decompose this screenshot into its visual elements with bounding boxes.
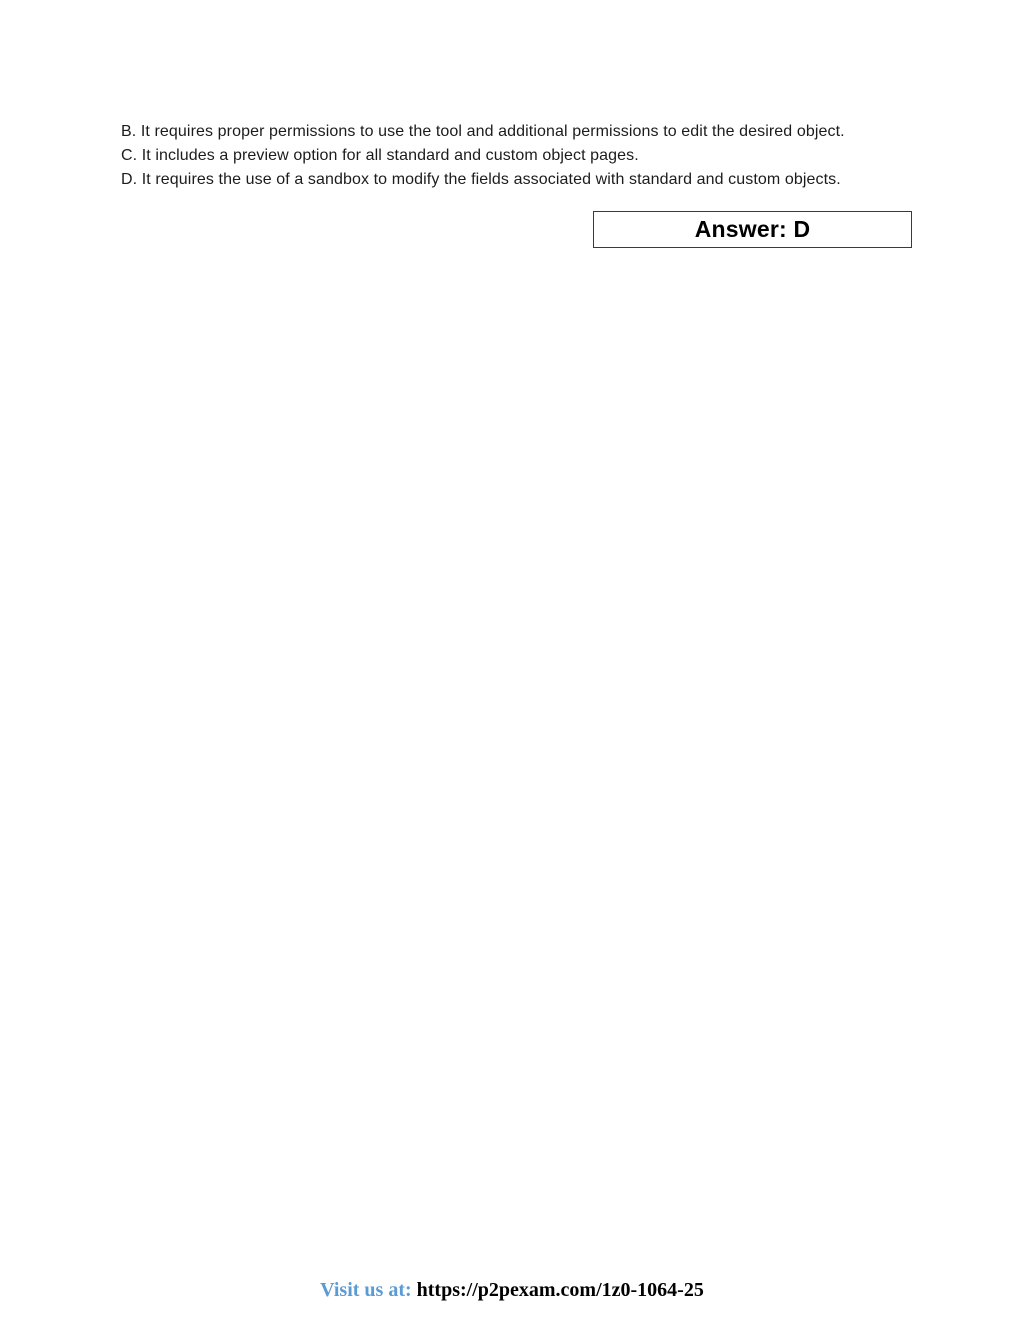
footer-visit-prefix: Visit us at: <box>320 1279 412 1301</box>
footer <box>0 1279 1024 1302</box>
option-c-text: C. It includes a preview option for all standard and custom object pages. <box>121 147 639 164</box>
option-b-text: B. It requires proper permissions to use the tool and additional permissions to edit the desired object. <box>121 123 845 140</box>
footer-url-link[interactable]: https://p2pexam.com/1z0-1064-25 <box>416 1279 704 1301</box>
answer-label: Answer: D <box>694 216 811 242</box>
answer-options-list <box>121 120 911 192</box>
answer-box <box>593 211 912 248</box>
option-d-text: D. It requires the use of a sandbox to modify the fields associated with standard and custom objects. <box>121 171 841 188</box>
